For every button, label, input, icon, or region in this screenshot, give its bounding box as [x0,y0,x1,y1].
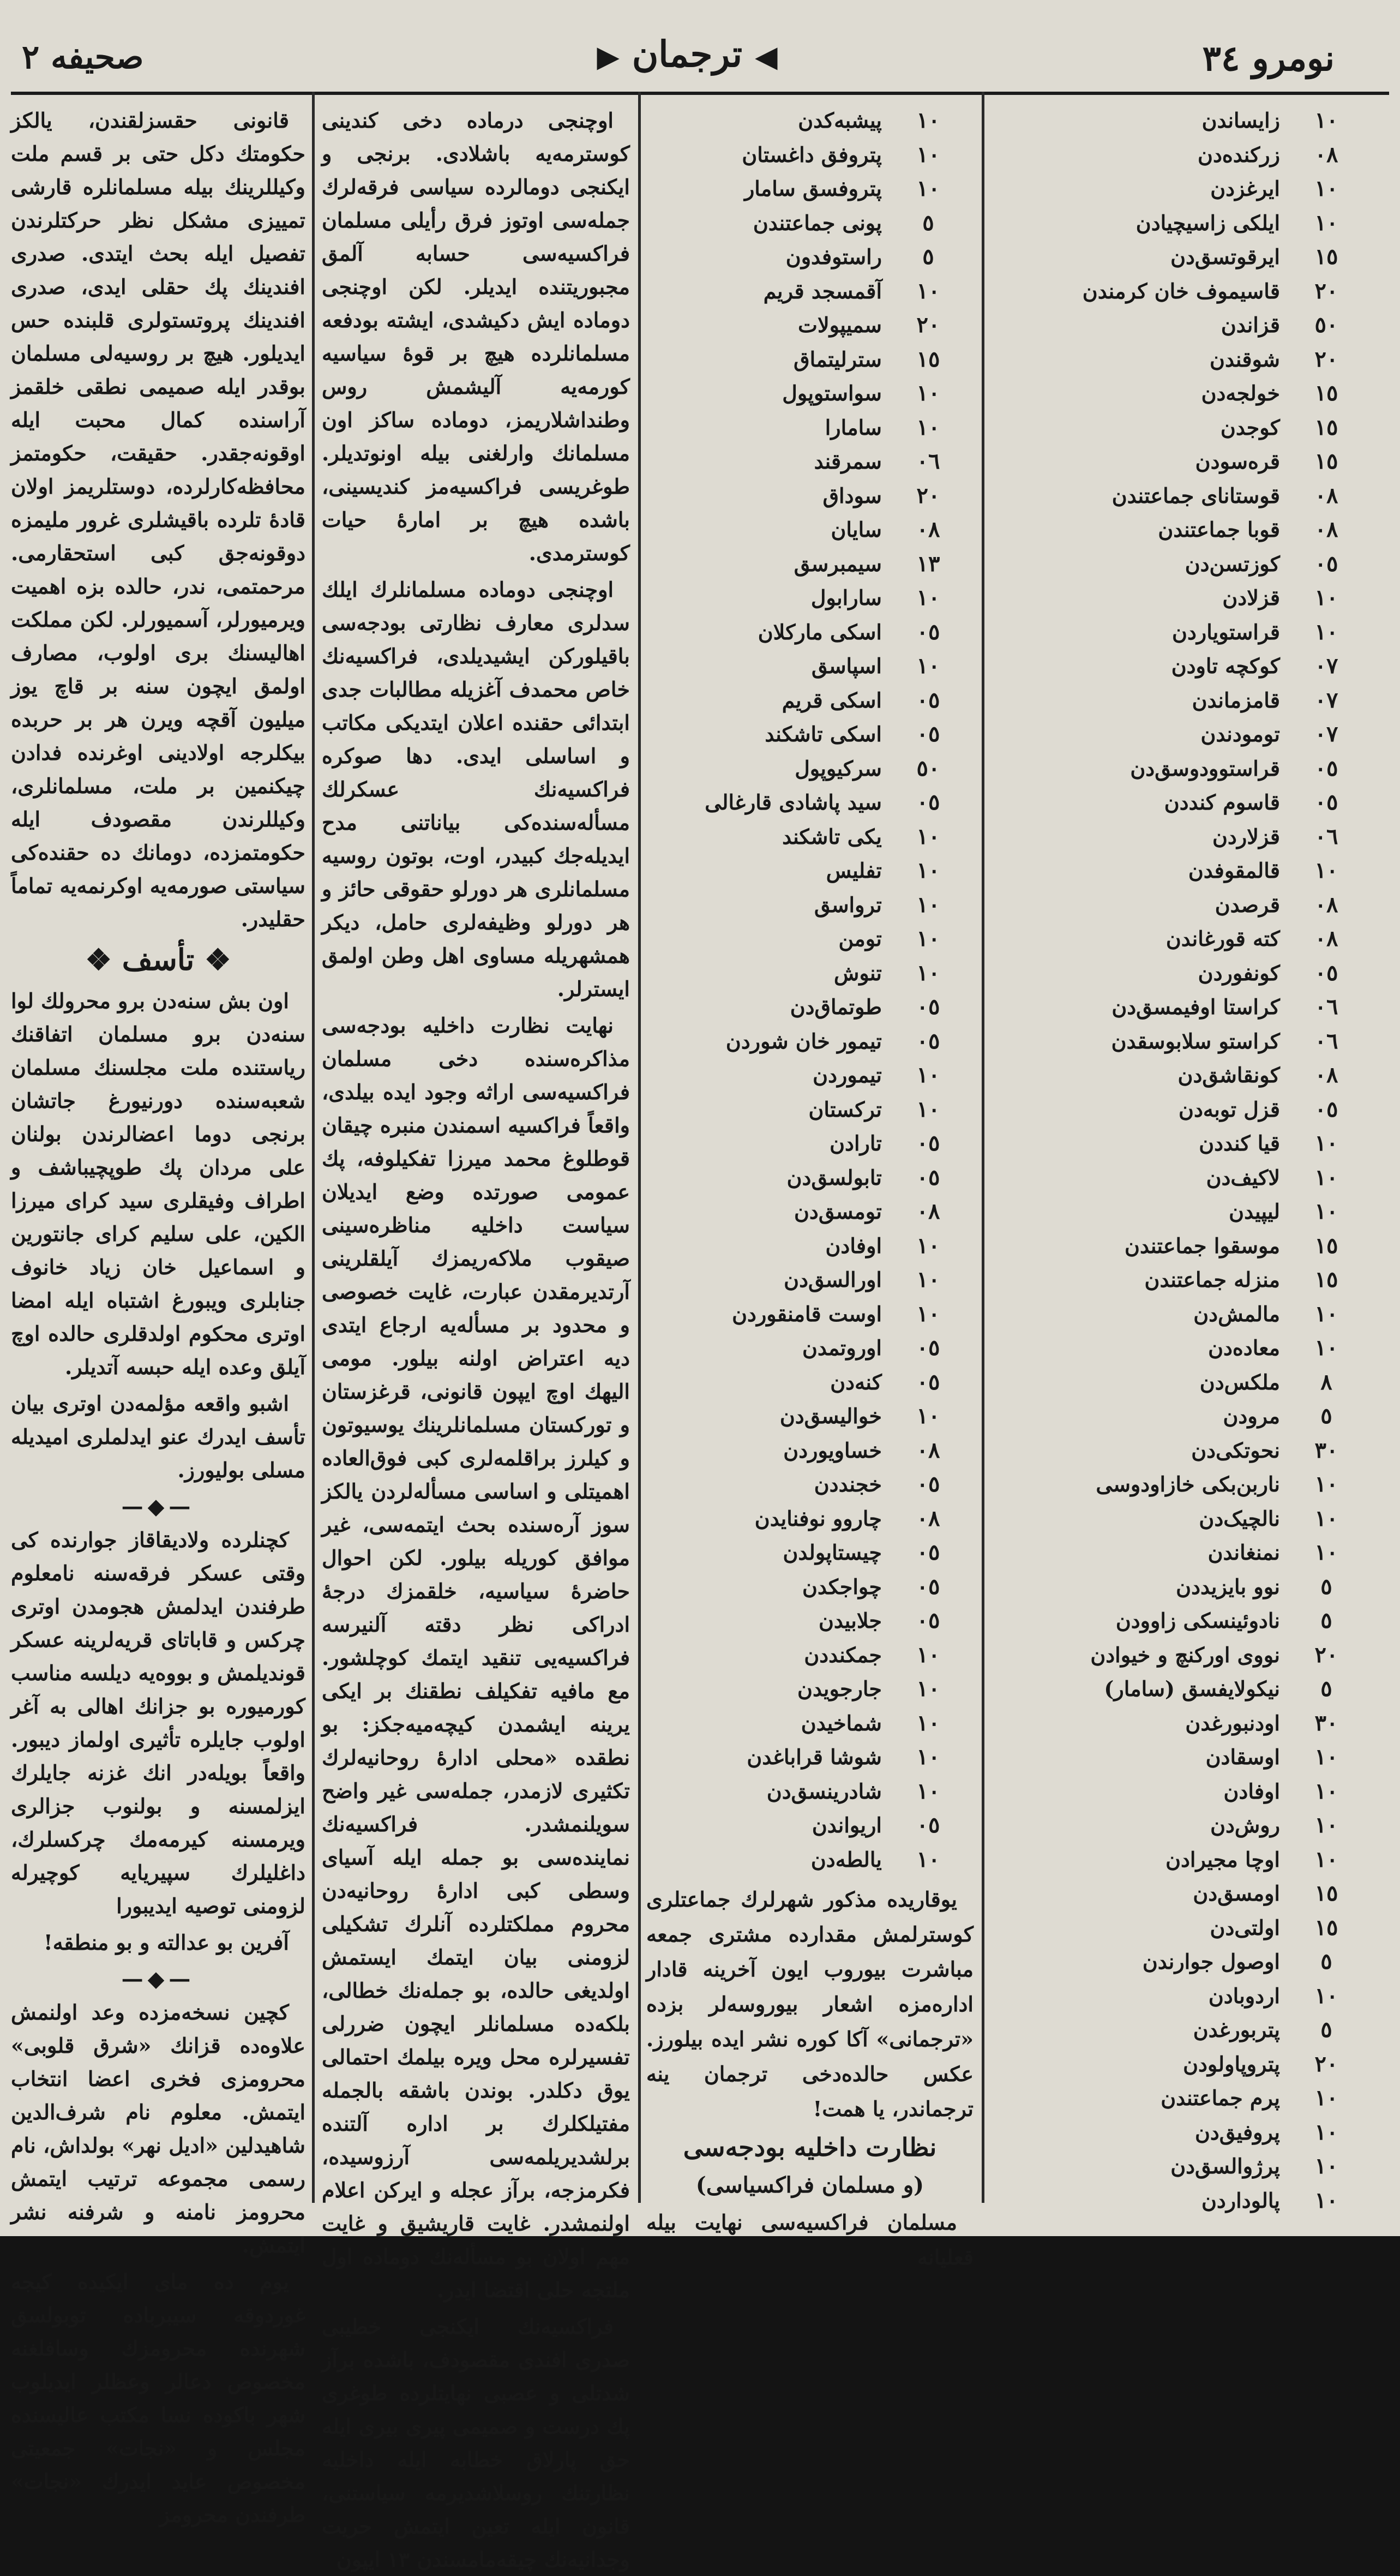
donation-place: تومسق‌دن [794,1199,882,1224]
donation-amount: ٢٠ [916,312,940,338]
donation-place: نمنغاندن [1207,1540,1280,1565]
donation-amount: ٥ [1320,1676,1332,1702]
donation-amount: ١٠ [916,823,940,849]
donation-place: چواجکدن [802,1574,882,1599]
donation-place: پتروفسق سامار [744,176,882,201]
donation-amount: ١٠ [1314,858,1338,883]
donation-place: قزاندن [1221,313,1280,337]
donation-amount: ٠٥ [916,1471,940,1497]
donation-amount: ١٠ [1314,1471,1338,1497]
donation-place: سمیپولات [798,313,882,337]
donation-amount: ٠٥ [916,1812,940,1838]
donation-amount: ٠٨ [916,1199,940,1224]
donation-amount: ١٥ [1314,1880,1338,1906]
donation-place: پیشبه‌کدن [798,108,882,133]
donation-amount: ٠٧ [1314,653,1338,679]
donation-amount: ١٠ [916,926,940,951]
donation-place: قیا کنددن [1199,1131,1280,1155]
donation-place: آقمسجد قریم [763,278,882,303]
donation-place: اریواندن [812,1813,882,1837]
donation-place: قالمقوفدن [1188,858,1280,883]
donation-place: چیستاپولدن [783,1540,882,1565]
donation-amount: ٠٥ [916,1539,940,1565]
donation-amount: ٥ [1320,2017,1332,2042]
donation-place: منزله جماعتندن [1144,1267,1280,1292]
donation-place: سوداق [822,483,882,508]
donation-amount: ٠٥ [916,1369,940,1395]
donation-place: کونقاشق‌دن [1177,1063,1280,1087]
donation-amount: ٠٨ [1314,1062,1338,1088]
donation-amount: ٠٥ [916,1335,940,1361]
masthead-title [573,33,802,75]
divider-ornament-icon: —◆— [121,1494,195,1519]
donation-amount: ٠٧ [1314,687,1338,713]
donation-amount: ٠٥ [916,1608,940,1633]
donation-amount: ١٣ [916,550,940,577]
donation-place: طوتماق‌دن [790,995,882,1019]
donation-place: اسکی مارکلان [758,619,882,644]
donation-place: تومودندن [1200,722,1280,746]
column-divider [312,92,315,2203]
donation-place: اورالسق‌دن [784,1267,882,1292]
donation-amount: ١٠ [916,141,940,167]
issue-number: نومرو ٣٤ [1202,38,1335,79]
donation-amount: ١٠ [1314,1164,1338,1190]
donation-place: اسکی تاشکند [765,722,882,746]
donation-place: ترکستان [808,1097,882,1122]
article-column-middle [322,104,630,2572]
donation-amount: ١٠ [1314,1505,1338,1531]
ornament-left-icon: ◀ [755,39,778,74]
donation-amount: ١٠ [916,1096,940,1122]
donation-amount: ١٠ [916,1267,940,1292]
donation-amount: ١٠ [1314,1199,1338,1224]
donation-amount: ٠٥ [916,619,940,645]
donation-place: قاسوم کنددن [1164,790,1280,814]
donation-amount: ٠٥ [916,1028,940,1054]
donation-place: یالطه‌دن [810,1847,882,1872]
donation-place: سواستوپول [782,381,882,405]
donation-amount: ٠٨ [916,1505,940,1531]
donation-place: روش‌دن [1210,1813,1280,1837]
donation-amount: ١٠ [916,380,940,406]
donation-amount: ١٥ [916,346,940,372]
donation-amount: ١٠ [1314,1778,1338,1804]
donation-amount: ١٠ [916,960,940,986]
donation-place: لیپیدن [1229,1199,1280,1224]
donation-amount: ١٠ [1314,1130,1338,1156]
donation-amount: ١٠ [1314,107,1338,133]
donation-amount: ٥٠ [916,755,940,781]
donation-place: اوصول جوارندن [1142,1949,1280,1974]
article-paragraph: اوچنجی درماده دخی کندینی کوسترمه‌یه باشلادی. برنجی و ایکنجی دومالرده سیاسی فرقه‌لرك جمله‌سی اوتوز فرق رأیلی مسلمان فراکسیه‌سی حسابه آلمق مجبوریتنده ایدیلر. لکن اوچنجی دوماده ایش دکیشدی، ایشته بودفعه مسلمانلرده هیچ بر قوهٔ سیاسیه کورمه‌یه آلیشمش روس وطنداشلاریمز، دوماده ساکز اون مسلمانك وارلغنی بیله اونوتدیلر. طوغریسی فراکسیه‌مز کندیسینی، باشده هیچ بر امارهٔ حیات کوسترمدی. [322,108,630,565]
donation-place: نالچیک‌دن [1199,1506,1280,1531]
ornament-icon: ❖ [85,942,112,977]
donation-amount: ١٠ [916,653,940,679]
section-subheading: (و مسلمان فراکسیاسی) [695,2172,924,2198]
donation-amount: ١٠ [1314,1744,1338,1770]
donation-place: قره‌سودن [1195,449,1280,474]
donation-amount: ٠٨ [1314,926,1338,951]
donation-place: لاکیف‌دن [1206,1165,1280,1190]
donation-amount: ١٠ [1314,585,1338,610]
donation-amount: ٠٥ [1314,755,1338,781]
donation-place: پالوداردن [1201,2188,1280,2213]
article-paragraph: آفرین بو عدالته و بو منطقه! [44,1930,289,1955]
donation-amount: ٣٠ [1314,1710,1338,1736]
donation-amount: ٢٠ [1314,2051,1338,2077]
donation-place: مرودن [1223,1404,1280,1428]
donation-amount: ٠٥ [916,721,940,747]
article-paragraph: کچین نسخه‌مزده وعد اولنمش علاوه‌ده قزانك «شرق قلوبی» محرومزی فخری اعضا انتخاب ایتمش. معلوم نام شرف‌الدین شاهیدلین «ادیل نهر» بولداش، نام رسمی مجموعه ترتیب ایتمش محرومز نامنه و شرفنه نشر ایتمش. [11,2000,305,2257]
donation-place: جلابیدن [818,1608,882,1633]
donation-place: خوالیسق‌دن [779,1404,882,1428]
donation-amount: ١٥ [1314,1232,1338,1259]
donation-place: پروفیق‌دن [1194,2119,1280,2144]
donation-amount: ١٠ [916,1744,940,1770]
donation-place: قاسیموف خان کرمندن [1082,278,1280,303]
donation-amount: ٠٨ [916,517,940,542]
donation-amount: ٠٨ [1314,517,1338,542]
donation-place: خولجه‌دن [1201,381,1280,405]
donation-amount: ٥ [1320,1403,1332,1429]
donation-place: یکی تاشکند [782,824,882,849]
section-first-line: مسلمان فراکسیه‌سی نهایت بیله قعلیانه [646,2210,974,2269]
donation-place: نیکولایفسق (سامار) [1104,1676,1280,1701]
donation-amount: ١٠ [1314,209,1338,236]
donation-place: قراستوودوسق‌دن [1130,756,1280,781]
donation-place: قراستویاردن [1172,619,1280,644]
donation-amount: ١٠ [916,858,940,883]
donation-amount: ٢٠ [1314,346,1338,372]
donation-amount: ١٠ [1314,176,1338,201]
donation-place: نحوتکی‌دن [1191,1437,1280,1463]
donation-place: پتروفق داغستان [742,142,882,167]
donation-place: تارادن [830,1131,882,1155]
donation-amount: ٥ [922,209,934,236]
donation-place: خجنددن [814,1472,882,1496]
donation-place: اوفادن [825,1233,882,1258]
donation-amount: ٠٨ [1314,891,1338,918]
article-paragraph: اون بش سنه‌دن برو محرولك لوا سنه‌دن برو مسلمان اتفاقنك ریاستنده ملت مجلسنك مسلمان شعبه‌سنده دورنیورغ جاتشان برنجی دوما اعضالرندن بولنان علی مردان پك طوپچیباشف و اطراف وفیقلری سید کرای میرزا الکین، علی سلیم کرای جانتورین و اسماعیل خان زیاد خانوف جنابلری ویبورغ اشتباه ایله امضا اوتری محکوم اولدقلری حالده اوچ آیلق وعده ایله حبسه آتدیلر. [11,989,305,1379]
donation-place: تنوش [833,960,882,985]
donation-place: اوست قامنقوردن [732,1301,882,1326]
donation-place: پتروپاولودن [1183,2051,1280,2076]
donation-amount: ١٠ [916,1301,940,1327]
donation-amount: ١٠ [1314,2187,1338,2213]
donation-amount: ٠٥ [916,789,940,815]
donation-place: اوفادن [1223,1778,1280,1804]
donation-amount: ١٠ [916,1403,940,1429]
donation-amount: ١٠ [916,1062,940,1088]
header-rule [11,92,1389,95]
donation-amount: ٠٥ [916,1164,940,1190]
donation-amount: ١٥ [1314,1914,1338,1940]
donation-amount: ٠٦ [1314,823,1338,849]
donation-place: پتربورغدن [1193,2017,1280,2042]
donation-place: اوروتمدن [802,1335,882,1360]
page-number: صحیفه ٢ [22,38,144,76]
donation-amount: ٠٦ [1314,994,1338,1020]
donation-amount: ٠٧ [1314,721,1338,747]
donation-place: تیمور خان شوردن [725,1028,882,1053]
donation-amount: ٠٥ [916,687,940,713]
section-heading: نظارت داخلیه بودجه‌سی [683,2132,937,2162]
donation-amount: ٠٥ [1314,960,1338,986]
donation-amount: ٢٠ [916,482,940,508]
donation-amount: ١٠ [916,585,940,610]
donation-place: اوسقادن [1205,1745,1280,1769]
donation-place: پرم جماعتندن [1161,2086,1280,2110]
donation-amount: ١٠ [1314,1982,1338,2009]
article-paragraph: اوچنجی دوماده مسلمانلرك ایلك سدلری معارف نظارتی بودجه‌سی باقیلورکن ایشیدیلدی، فراکسیه‌نك خاص محمدف آغزیله مطالبات جدی ابتدائی حقنده اعلان ایتدیکی مکاتب و اساسلی ایدی. دها صوکره فراکسیه‌نك عسکرلك مسأله‌سنده‌کی بیاناتنی مدح ایدیله‌جك کبیدر، اوت، بوتون روسیه مسلمانلری هر دورلو حقوقی حائز و هر دورلو وظیفه‌لری حامل، دیکر همشهریله مساوی اهل وطن اولمق ایسترلر. [322,577,630,1001]
list-tail-section [646,1882,974,2275]
donation-amount: ١٠ [1314,1539,1338,1565]
donation-amount: ١٠ [916,107,940,133]
article-paragraph: یوم ده مای ایکیده کیجه غوردوقه سیبرباده توبولسق شهرنده محرومزك وسافلغنه مخصوص دعالر وعظلر ایدیلوب شهر باکوده نسا مکتب عالیسنده مجلس و «نجات» جمعیتی مخصوص عاید ایدرك «نجات» طرفندن محرومز [11,2269,305,2527]
donation-place: شماخیدن [801,1710,882,1735]
donation-place: اسپاسق [812,654,882,678]
donation-place: کراستو سلابوسقدن [1111,1028,1280,1053]
donation-place: اومسق‌دن [1193,1881,1280,1906]
donation-amount: ١٠ [1314,1335,1338,1361]
donation-place: ترواسق [814,892,882,917]
donation-place: اودنبورغدن [1185,1710,1280,1735]
donation-place: قرصدن [1215,892,1280,917]
donation-amount: ١٠ [916,891,940,918]
donation-place: اوچا مجیرادن [1165,1847,1280,1872]
donation-amount: ٠٥ [916,994,940,1020]
donation-amount: ١٠ [916,1846,940,1872]
donation-amount: ١٠ [916,1232,940,1259]
article-paragraph: نهایت نظارت داخلیه بودجه‌سی مذاکره‌سنده دخی مسلمان فراکسیه‌سی اراثه وجود ایده بیلدی، واقعاً فراکسیه اسمندن منبره چیقان قوطلوغ محمد میرزا تفکیلوفه، پك عمومی صورتده وضع ایدیلان سیاست داخلیه مناظره‌سینی صیقوب ملاکه‌ریمزك آیلقلرینی آرتدیرمقدن عبارت، غایت خصوصی و محدود بر مسأله‌یه ارجاع ایتدی دیه اعتراض اولنه بیلور. مومی الیهك اوچ ایپون قانونی، قرغزستان و تورکستان مسلمانلرینك یوسیوتون و کیلرز براقلمه‌لری کبی فوق‌العاده اهمیتلی و اساسی مسأله‌لردن یالکز سوز آره‌سنده بحث ایتمه‌سی، غیر موافق کوریله بیلور. لکن احوال حاضرهٔ سیاسیه، خلقمزك درجهٔ ادراکی نظر دقته آلنیرسه فراکسیه‌یی تنقید ایتمك کوچلشور. مع مافیه تفکیلف نطقنك بر ایکی یرینه ایشمدن کیچه‌میه‌جکز: بو نطقده «محلی ادارهٔ روحانیه‌لرك تکثیری لازمدر، جمله‌سی غیر واضح سویلنمشدر. فراکسیه‌نك نماینده‌سی بو جمله ایله آسیای وسطی کبی ادارهٔ روحانیه‌دن محروم مملکتلرده آنلرك تشکیلی لزومنی بیان ایتمك ایستمش اولدیغی حالده، بو جمله‌نك خطالی، بلکه‌ده مسلمانلر ایچون ضررلی تفسیرلره محل ویره بیلمك احتمالی یوق دکلدر. بوندن باشقه بالجمله مفتیلکلرك بر اداره آلتنده برلشدیریلمه‌سی آرزوسیده، فکرمزجه، برآز عجله و ایرکن اعلام اولنمشدر. غایت قاریشیق و غایت مهم اولان بو مسأله‌نك دوماده اول ملتجه حلی اقتضا ایدر. [322,1013,630,2302]
donation-amount: ٣٠ [1314,1437,1338,1463]
donation-place: قوبا جماعتندن [1158,517,1280,542]
donation-place: شوقندن [1210,346,1280,372]
donation-amount: ٠٥ [1314,789,1338,815]
donation-place: کنه‌دن [830,1369,882,1394]
donation-amount: ١٠ [916,1778,940,1804]
donation-place: پونی جماعتندن [753,210,882,235]
donation-amount: ٠٥ [916,1130,940,1156]
donation-place: اولتی‌دن [1210,1915,1280,1940]
list-tail-paragraph: یوقاریده مذکور شهرلرك جماعتلری کوسترلمش مقدارده مشتری جمعه مباشرت بیوروب ایون آخرینه قادار اداره‌مزه اشعار بیوروسه‌لر بزده «ترجمانی» آکا کوره نشر ایده بیلورز. عکس حالده‌دخی ترجمان ینه ترجماندر، یا همت! [646,1887,974,2121]
donation-place: کوزتسن‌دن [1185,551,1280,576]
donation-amount: ٠٨ [916,1437,940,1463]
donation-place: اسکی قریم [782,687,882,712]
donation-amount: ٠٨ [1314,141,1338,167]
donation-place: سمرقند [814,449,882,474]
divider-ornament-icon: —◆— [121,1966,195,1992]
donation-place: قزل توبه‌دن [1179,1097,1280,1122]
donation-amount: ٥٠ [1314,312,1338,338]
donation-place: تومن [838,926,882,951]
donation-place: زایساندن [1201,108,1280,133]
donation-amount: ١٠ [1314,2085,1338,2111]
donation-amount: ٠٥ [1314,550,1338,577]
ornament-icon: ❖ [194,942,231,977]
donation-place: تفلیس [826,858,882,883]
donation-place: سارابول [810,585,882,610]
donation-amount: ١٠ [1314,2119,1338,2145]
donation-amount: ١٠ [916,1710,940,1736]
donation-place: سامارا [825,415,882,440]
donation-place: زرکنده‌دن [1198,142,1280,167]
donation-place: چاروو نوفنایدن [754,1506,882,1531]
donation-amount: ١٠ [916,278,940,304]
donation-amount: ٥ [1320,1949,1332,1974]
article-paragraph: قانونی حقسزلقندن، یالکز حکومتك دکل حتی بر قسم ملت وکیللرینك بیله مسلمانلره قارشی تمییزی مشکل نظر حرکتلرندن تفصیل ایله بحث ایتدی. صدری افندینك پك حقلی ایدی، صدری افندینك پروتستولری قلبنده حس ایدیلور. هیچ بر روسیه‌لی مسلمان بوقدر ایله صمیمی نطقی خلقمز آراسنده کمال محبت ایله اوقونه‌جقدر. حقیقت، حکومتمز محافظه‌کارلرده، دوستلریمز اولان قادهٔ تلرده باقیشلری غرور ملیمزه دوقونه‌جق کبی استحقارمی. مرحمتمی، ندر، حالده بزه اهمیت ویرمیورلر، آسمیورلر. لکن مملکت اهالیسنك بری اولوب، مصارف اولمق ایچون سنه بر قاچ یوز میلیون آقچه ویرن هر بر حربده بیکلرجه اولادینی اوغرنده فدادن چیکنمین بر ملت، مسلمانلری، وکیللرندن مقصودف ایله حکومتمزده، دومانك ده حقنده‌کی سیاستی صورمه‌یه اوکرنمه‌یه تماماً حقلیدر. [11,108,305,931]
donation-place: جمکنددن [804,1642,882,1667]
donation-amount: ١٠ [916,1676,940,1702]
masthead-title-text: ترجمان [632,33,743,75]
donation-place: ایرقوتسق‌دن [1170,244,1280,269]
donation-place: قامزماندن [1192,687,1280,712]
donation-place: شوشا قراباغدن [747,1745,882,1769]
donation-place: نوو بایزیددن [1176,1574,1280,1599]
donation-amount: ٥ [1320,1608,1332,1633]
donation-place: موسقوا جماعتندن [1125,1233,1280,1258]
donation-amount: ١٠ [916,414,940,440]
donation-place: کونفوردن [1198,960,1280,985]
donation-place: خساویوردن [783,1437,882,1463]
donation-place: راستوفدون [785,244,882,269]
donation-amount: ١٠ [1314,619,1338,645]
donation-amount: ١٥ [1314,414,1338,440]
donation-amount: ٠٦ [916,448,940,474]
donation-place: اردوبادن [1208,1983,1280,2008]
donation-place: تیموردن [813,1063,882,1087]
donation-place: ناربن‌بکی خازاودوسی [1096,1472,1280,1496]
donation-amount: ١٥ [1314,1267,1338,1292]
donation-amount: ٠٨ [1314,482,1338,508]
donation-amount: ٠٥ [916,1573,940,1599]
donation-place: سید پاشادی قارغالی [705,790,882,814]
donation-amount: ٠٦ [1314,1028,1338,1054]
donation-place: سیمبرسق [794,551,882,576]
ornament-right-icon: ▶ [597,39,620,74]
donation-place: ایرغزدن [1210,176,1280,201]
donation-place: تابولسق‌دن [786,1165,882,1190]
donation-amount: ١٠ [1314,1301,1338,1327]
donation-amount: ٠٥ [1314,1096,1338,1122]
donation-place: سایان [831,517,882,542]
donation-place: ایلکی زاسیچیادن [1135,210,1280,235]
donation-place: پرژوالسق‌دن [1170,2154,1280,2178]
donation-amount: ٥ [1320,1573,1332,1599]
article-heading-text: تأسف [122,942,195,977]
donation-amount: ٨ [1320,1369,1332,1395]
article-paragraph: کچنلرده ولادیقاقاز جوارنده کی وقتی عسکر فرقه‌سنه نامعلوم طرفندن ایدلمش هجومدن اوتری چرکس و قاباتای قریه‌لرینه عسکر قوندیلمش و بووه‌یه دیلسه مناسب کورمیوره بو جزانك اهالی به آغر اولوب جایلره تأثیری اولماز دیبور. واقعاً بویله‌در انك غزنه جایلرك ایزلمسنه و بولنوب جزالری ویرمسنه کیرمه‌مك چرکسلرك، داغلیلرك سپیریایه کوچیرله لزومنی توصیه ایدیبورا [11,1527,305,1918]
donation-amount: ١٠ [1314,2153,1338,2179]
donation-amount: ١٠ [1314,1812,1338,1838]
donation-place: معاده‌دن [1208,1335,1280,1360]
donation-place: کته قورغاندن [1165,926,1280,951]
donation-amount: ١٠ [916,1642,940,1668]
donation-place: کراستا اوفیمسق‌دن [1111,995,1280,1019]
donation-place: جارجویدن [797,1676,882,1701]
donation-amount: ٢٠ [1314,278,1338,304]
donation-place: کوجدن [1220,415,1280,440]
article-paragraph: فراکسیه‌نك ایکنجی خطیبی صدری افندی مقصودف، باشده برآز شدتلی و عصبی نهایتلرده طوغری پك درست و صمیمی پیری بیری ایله حق پارلاق خطابه ایله داخلیه نظارتنك روسلاشدیرمه سیاستنی، قانون ایله تعین ایتمش حریت وجدانیه‌نك چیقه‌مامسندن ١٣ ایپون [322,2314,630,2572]
donation-place: ملکس‌دن [1199,1369,1280,1394]
donation-place: مالمش‌دن [1193,1301,1280,1326]
donation-place: سرکیوپول [795,756,882,781]
article-paragraph: اشبو واقعه مؤلمه‌دن اوتری بیان تأسف ایدرك عنو ایدلملری امیدیله مسلی بولیورز. [11,1391,305,1482]
donation-place: شادرینسق‌دن [766,1778,882,1804]
donation-place: نادوئینسکی زاوودن [1115,1608,1280,1633]
article-heading [11,943,305,977]
donation-place: قزلاردن [1212,824,1280,849]
donation-amount: ١٠ [916,176,940,201]
donation-place: قزلادن [1222,585,1280,610]
article-column-far-left [11,104,305,2527]
donation-amount: ١٠ [1314,1846,1338,1872]
donation-amount: ١٥ [1314,380,1338,406]
donation-place: قوستانای جماعتندن [1111,483,1280,508]
donation-amount: ٢٠ [1314,1642,1338,1668]
donation-place: نووی اورکنچ و خیوادن [1090,1642,1280,1667]
donation-amount: ٥ [922,244,934,269]
donation-place: سترلیتماق [794,346,882,372]
donation-amount: ١٥ [1314,448,1338,474]
donation-amount: ١٥ [1314,244,1338,269]
donation-place: کوکچه تاودن [1171,654,1280,678]
